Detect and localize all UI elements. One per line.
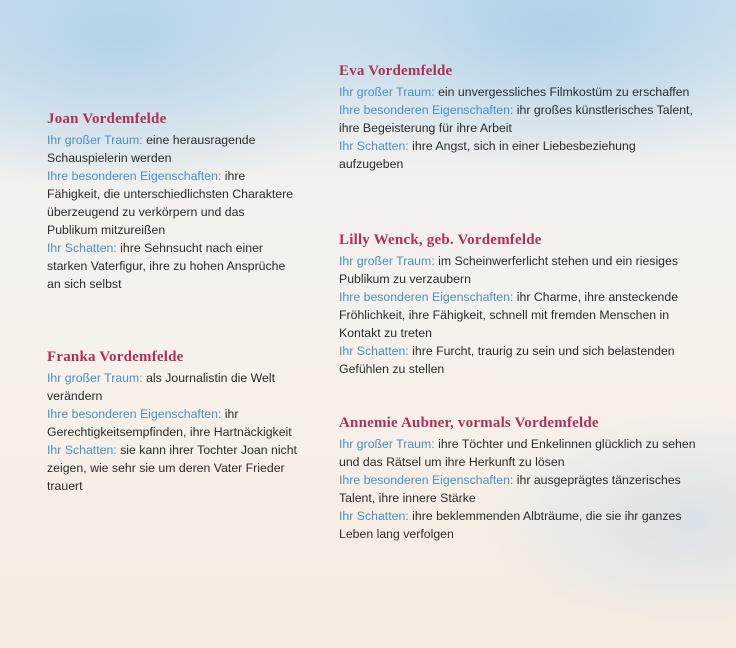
dream-text: im Scheinwerferlicht stehen und ein riesiges Publikum zu verzaubern bbox=[339, 254, 679, 286]
character-franka bbox=[47, 347, 297, 495]
character-lilly bbox=[339, 230, 699, 378]
dream-label: Ihr großer Traum: bbox=[339, 85, 435, 99]
traits-text: ihr großes künstlerisches Talent, ihre Begeisterung für ihre Arbeit bbox=[339, 103, 693, 135]
shadow-paragraph bbox=[339, 507, 699, 543]
traits-paragraph bbox=[339, 471, 699, 507]
shadow-text: sie kann ihrer Tochter Joan nicht zeigen, wie sehr sie um deren Vater Frieder trauert bbox=[47, 443, 297, 493]
dream-paragraph bbox=[339, 83, 699, 101]
character-name: Lilly Wenck, geb. Vordemfelde bbox=[339, 232, 542, 248]
dream-text: ein unvergessliches Filmkostüm zu erschaffen bbox=[438, 85, 690, 99]
character-annemie bbox=[339, 413, 699, 543]
character-name: Franka Vordemfelde bbox=[47, 349, 184, 365]
shadow-label: Ihr Schatten: bbox=[339, 139, 409, 153]
character-name: Joan Vordemfelde bbox=[47, 111, 167, 127]
traits-paragraph bbox=[47, 405, 297, 441]
dream-label: Ihr großer Traum: bbox=[47, 371, 143, 385]
shadow-label: Ihr Schatten: bbox=[47, 443, 117, 457]
shadow-paragraph bbox=[47, 441, 297, 495]
traits-label: Ihre besonderen Eigenschaften: bbox=[339, 290, 514, 304]
shadow-label: Ihr Schatten: bbox=[339, 344, 409, 358]
character-name: Annemie Aubner, vormals Vordemfelde bbox=[339, 415, 599, 431]
traits-text: ihr Charme, ihre ansteckende Fröhlichkeit, ihre Fähigkeit, schnell mit fremden Menschen in Kontakt zu treten bbox=[339, 290, 679, 340]
shadow-text: ihre Furcht, traurig zu sein und sich belastenden Gefühlen zu stellen bbox=[339, 344, 675, 376]
dream-label: Ihr großer Traum: bbox=[47, 133, 143, 147]
dream-paragraph bbox=[47, 369, 297, 405]
traits-paragraph bbox=[339, 288, 699, 342]
shadow-paragraph bbox=[339, 137, 699, 173]
dream-text: als Journalistin die Welt verändern bbox=[47, 371, 276, 403]
dream-paragraph bbox=[339, 435, 699, 471]
shadow-text: ihre beklemmenden Albträume, die sie ihr ganzes Leben lang verfolgen bbox=[339, 509, 682, 541]
traits-label: Ihre besonderen Eigenschaften: bbox=[47, 407, 222, 421]
dream-text: ihre Töchter und Enkelinnen glücklich zu sehen und das Rätsel um ihre Herkunft zu lösen bbox=[339, 437, 696, 469]
traits-paragraph bbox=[339, 101, 699, 137]
dream-text: eine herausragende Schauspielerin werden bbox=[47, 133, 256, 165]
shadow-text: ihre Angst, sich in einer Liebesbeziehung aufzugeben bbox=[339, 139, 636, 171]
traits-label: Ihre besonderen Eigenschaften: bbox=[339, 103, 514, 117]
dream-label: Ihr großer Traum: bbox=[339, 437, 435, 451]
dream-paragraph bbox=[47, 131, 297, 167]
traits-text: ihre Fähigkeit, die unterschiedlichsten Charaktere überzeugend zu verkörpern und das Publikum mitzureißen bbox=[47, 169, 294, 237]
shadow-label: Ihr Schatten: bbox=[47, 241, 117, 255]
shadow-paragraph bbox=[47, 239, 297, 293]
dream-label: Ihr großer Traum: bbox=[339, 254, 435, 268]
character-joan bbox=[47, 109, 297, 293]
shadow-text: ihre Sehnsucht nach einer starken Vaterfigur, ihre zu hohen Ansprüche an sich selbst bbox=[47, 241, 286, 291]
dream-paragraph bbox=[339, 252, 699, 288]
traits-paragraph bbox=[47, 167, 297, 239]
shadow-label: Ihr Schatten: bbox=[339, 509, 409, 523]
character-name: Eva Vordemfelde bbox=[339, 63, 453, 79]
traits-text: ihr Gerechtigkeitsempfinden, ihre Hartnäckigkeit bbox=[47, 407, 292, 439]
character-eva bbox=[339, 61, 699, 173]
traits-label: Ihre besonderen Eigenschaften: bbox=[47, 169, 222, 183]
traits-label: Ihre besonderen Eigenschaften: bbox=[339, 473, 514, 487]
traits-text: ihr ausgeprägtes tänzerisches Talent, ihre innere Stärke bbox=[339, 473, 681, 505]
shadow-paragraph bbox=[339, 342, 699, 378]
